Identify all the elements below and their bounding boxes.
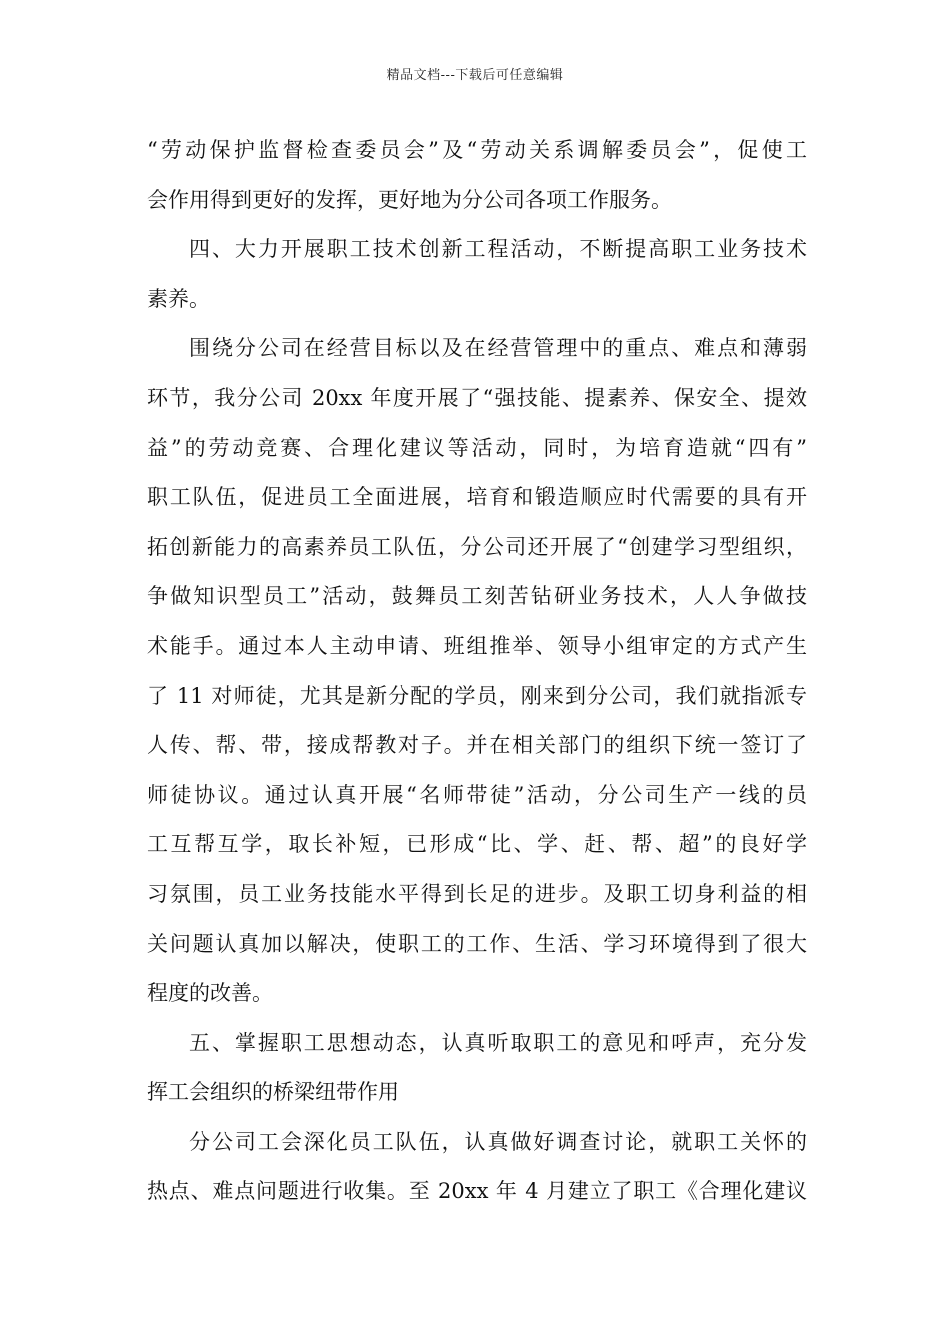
- section-heading-line: 挥工会组织的桥梁纽带作用: [147, 1080, 399, 1105]
- text-line: 会作用得到更好的发挥，更好地为分公司各项工作服务。: [147, 187, 672, 212]
- document-body: [147, 130, 807, 1221]
- text-line: 益”的劳动竞赛、合理化建议等活动，同时，为培育造就“四有”: [147, 435, 807, 460]
- text-line: 拓创新能力的高素养员工队伍，分公司还开展了“创建学习型组织，: [147, 534, 807, 559]
- text-line: 分公司工会深化员工队伍，认真做好调查讨论，就职工关怀的: [189, 1129, 807, 1154]
- text-line: 争做知识型员工”活动，鼓舞员工刻苦钻研业务技术，人人争做技: [147, 584, 807, 609]
- text-line: 职工队伍，促进员工全面进展，培育和锻造顺应时代需要的具有开: [147, 485, 807, 510]
- page-header: 精品文档---下载后可任意编辑: [386, 68, 564, 83]
- text-line: 习氛围，员工业务技能水平得到长足的进步。及职工切身利益的相: [147, 881, 807, 906]
- text-line: 环节，我分公司 20xx 年度开展了“强技能、提素养、保安全、提效: [147, 385, 807, 410]
- text-line: 热点、难点问题进行收集。至 20xx 年 4 月建立了职工《合理化建议: [147, 1179, 807, 1204]
- section-heading-line: 五、掌握职工思想动态，认真听取职工的意见和呼声，充分发: [189, 1030, 807, 1055]
- text-line: 程度的改善。: [147, 981, 273, 1006]
- text-line: 师徒协议。通过认真开展“名师带徒”活动，分公司生产一线的员: [147, 782, 807, 807]
- text-line: 了 11 对师徒，尤其是新分配的学员，刚来到分公司，我们就指派专: [147, 683, 807, 708]
- text-line: 工互帮互学，取长补短，已形成“比、学、赶、帮、超”的良好学: [147, 832, 807, 857]
- text-line: 关问题认真加以解决，使职工的工作、生活、学习环境得到了很大: [147, 931, 807, 956]
- text-line: 人传、帮、带，接成帮教对子。并在相关部门的组织下统一签订了: [147, 733, 807, 758]
- text-line: 术能手。通过本人主动申请、班组推举、领导小组审定的方式产生: [147, 633, 807, 658]
- section-heading-line: 四、大力开展职工技术创新工程活动，不断提高职工业务技术: [189, 237, 807, 262]
- section-heading-line: 素养。: [147, 286, 210, 311]
- text-line: 围绕分公司在经营目标以及在经营管理中的重点、难点和薄弱: [189, 336, 807, 361]
- text-line: “劳动保护监督检查委员会”及“劳动关系调解委员会”，促使工: [147, 138, 807, 162]
